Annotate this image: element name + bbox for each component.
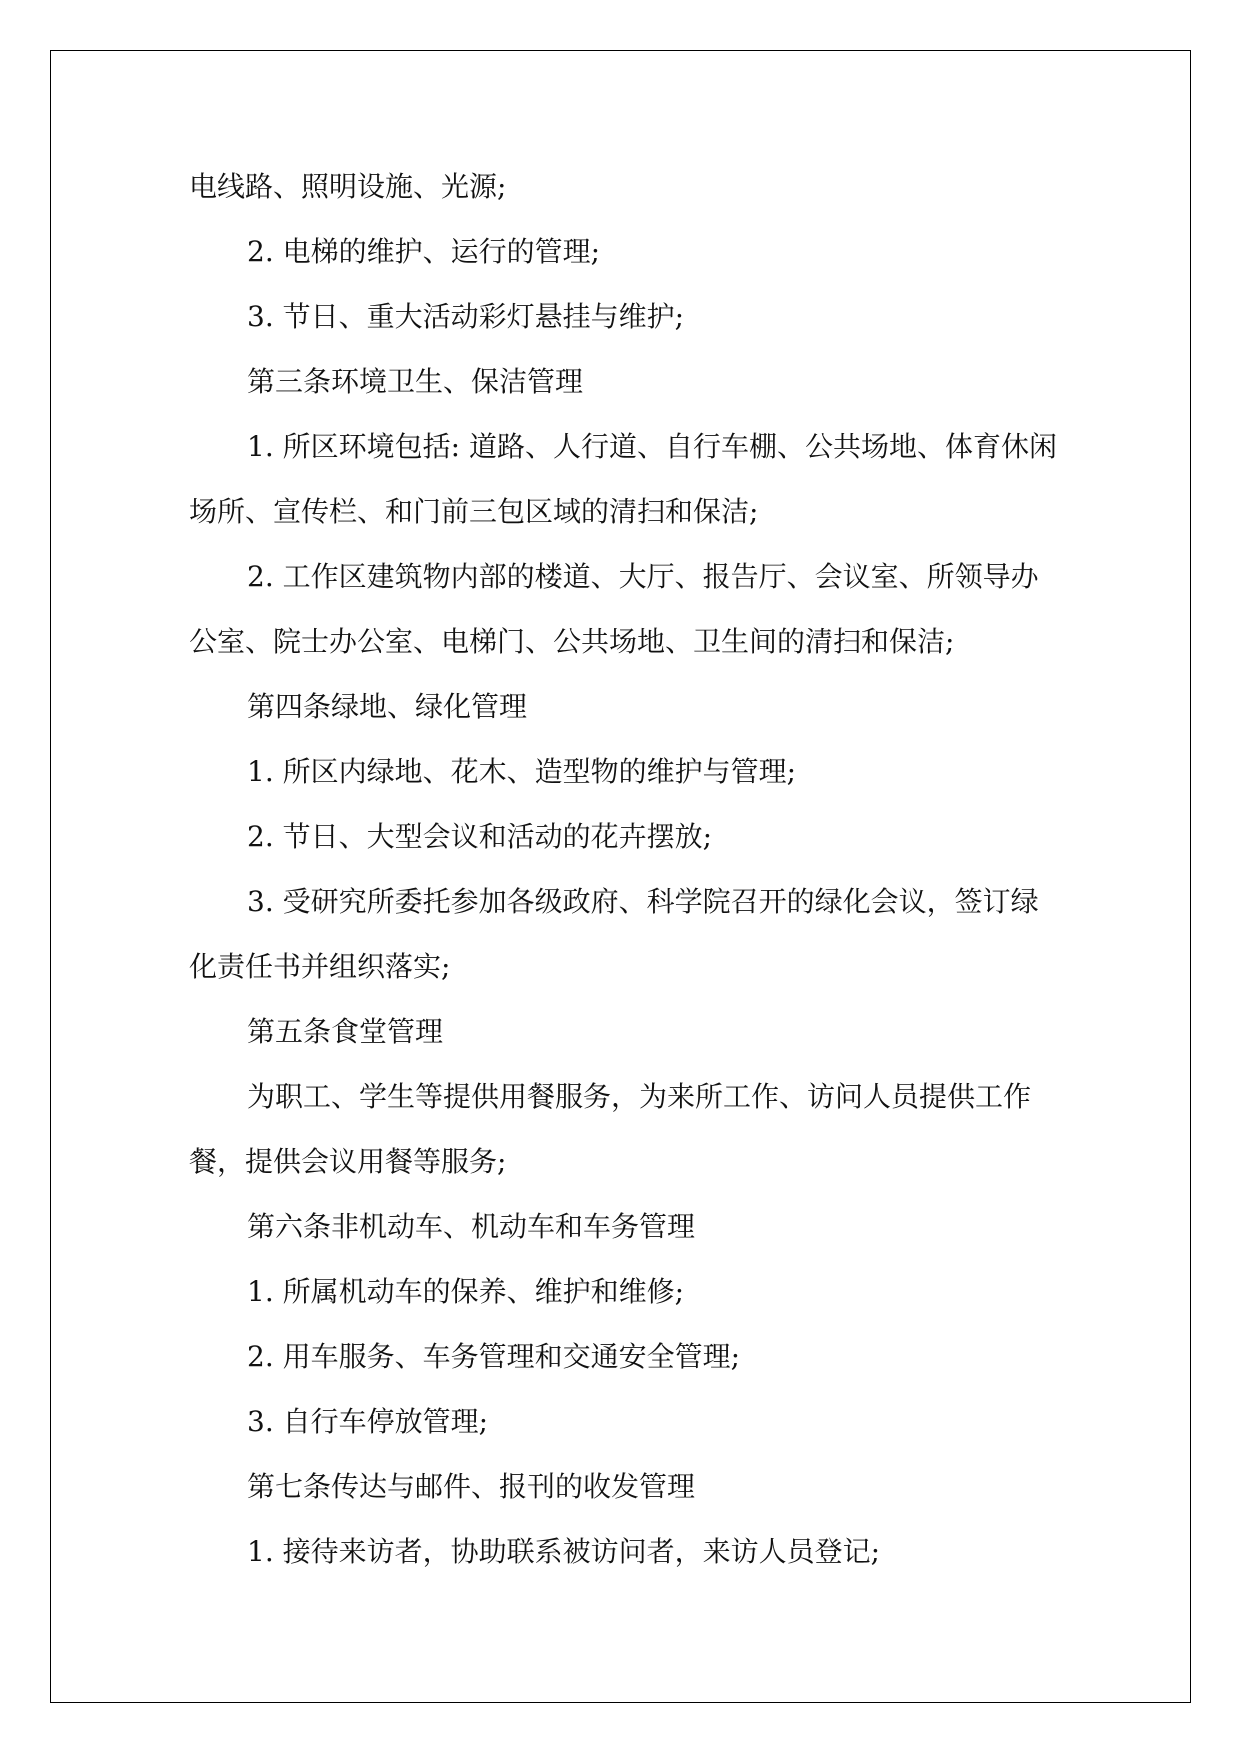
list-item-visitors: 1. 接待来访者，协助联系被访问者，来访人员登记;	[247, 1535, 881, 1568]
list-item-bicycle-parking: 3. 自行车停放管理;	[247, 1405, 489, 1438]
article-heading-3: 第三条环境卫生、保洁管理	[247, 365, 584, 398]
list-item-elevator: 2. 电梯的维护、运行的管理;	[247, 235, 601, 268]
list-item-greenery: 1. 所区内绿地、花木、造型物的维护与管理;	[247, 755, 797, 788]
list-item-festival-lights: 3. 节日、重大活动彩灯悬挂与维护;	[247, 300, 685, 333]
list-item-vehicle-service: 2. 用车服务、车务管理和交通安全管理;	[247, 1340, 741, 1373]
paragraph-continuation: 电线路、照明设施、光源;	[189, 170, 507, 203]
article-heading-5: 第五条食堂管理	[247, 1015, 444, 1048]
paragraph-canteen: 为职工、学生等提供用餐服务，为来所工作、访问人员提供工作餐，提供会议用餐等服务;	[189, 1080, 1032, 1178]
list-item-vehicle-maintenance: 1. 所属机动车的保养、维护和维修;	[247, 1275, 685, 1308]
article-heading-6: 第六条非机动车、机动车和车务管理	[247, 1210, 696, 1243]
list-item-greening-meetings: 3. 受研究所委托参加各级政府、科学院召开的绿化会议，签订绿化责任书并组织落实;	[189, 885, 1039, 983]
article-heading-4: 第四条绿地、绿化管理	[247, 690, 528, 723]
document-body	[189, 154, 1064, 1584]
list-item-environment: 1. 所区环境包括: 道路、人行道、自行车棚、公共场地、体育休闲场所、宣传栏、和门前三包区域的清扫和保洁;	[189, 430, 1057, 528]
list-item-building-interior: 2. 工作区建筑物内部的楼道、大厅、报告厅、会议室、所领导办公室、院士办公室、电梯门、公共场地、卫生间的清扫和保洁;	[189, 560, 1039, 658]
article-heading-7: 第七条传达与邮件、报刊的收发管理	[247, 1470, 696, 1503]
list-item-flowers: 2. 节日、大型会议和活动的花卉摆放;	[247, 820, 713, 853]
